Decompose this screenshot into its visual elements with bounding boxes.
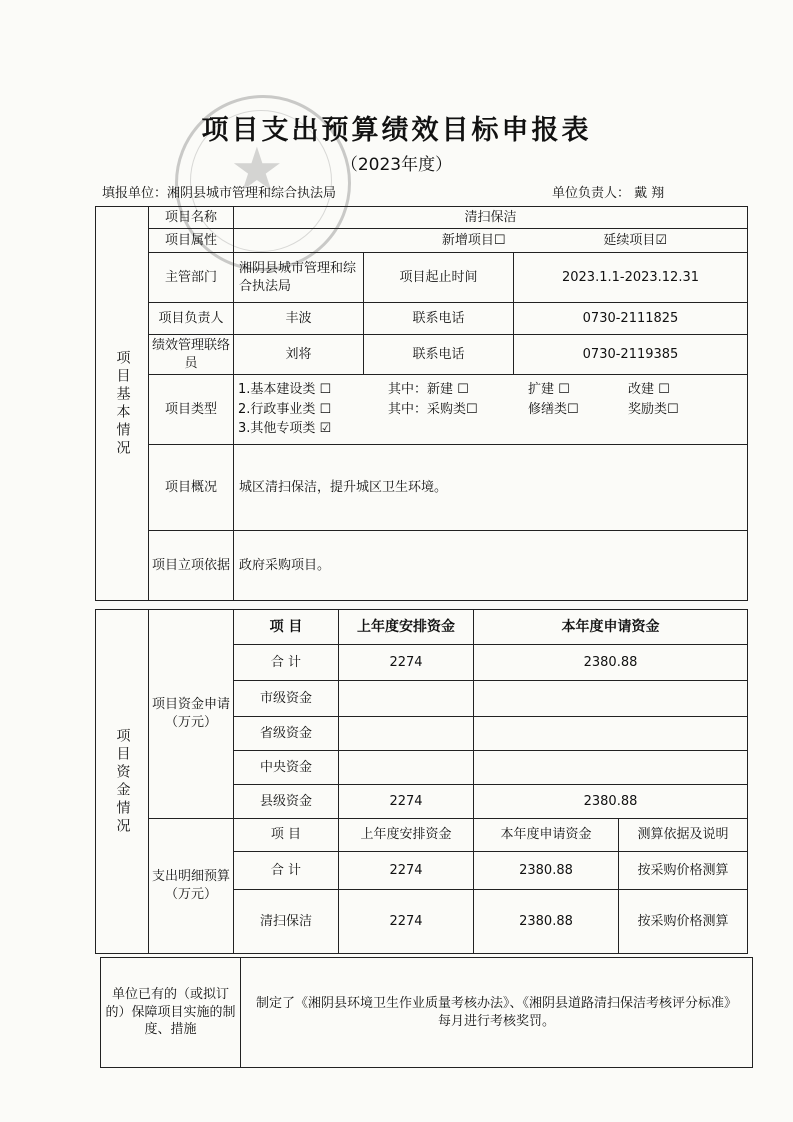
type-other-special: 3.其他专项类 ☑ [238,421,332,437]
unit-head: 单位负责人： 戴 翔 [552,186,665,201]
page-title: 项目支出预算绩效目标申报表 [201,115,592,146]
funds-section-label: 项目资金情况 [96,610,149,954]
detail-basis-total: 按采购价格测算 [619,852,748,890]
period-value: 2023.1.1-2023.12.31 [514,253,748,303]
dept-value: 湘阴县城市管理和综合执法局 [234,253,364,303]
type-admin: 2.行政事业类 ☐ [238,401,332,417]
attr-new: 新增项目☐ [234,229,514,253]
table-row: 中央资金 [234,751,339,785]
basic-info-table [95,206,748,601]
apply-label: 项目资金申请（万元） [149,610,234,819]
table-row: 省级资金 [234,717,339,751]
table-row: 合 计 [234,645,339,681]
measures-value: 制定了《湘阴县环境卫生作业质量考核办法》、《湘阴县道路清扫保洁考核评分标准》每月进行考核奖罚。 [241,958,753,1068]
fill-unit: 填报单位：湘阴县城市管理和综合执法局 [102,186,337,201]
dept-label: 主管部门 [149,253,234,303]
perf-value: 刘将 [234,335,364,375]
basis-label: 项目立项依据 [149,531,234,601]
period-label: 项目起止时间 [364,253,514,303]
detail-col-item: 项 目 [234,819,339,852]
apply-this-county: 2380.88 [474,785,748,819]
type-new-build: 其中：新建 ☐ [388,382,469,398]
apply-last-county: 2274 [339,785,474,819]
perf-phone: 0730-2119385 [514,335,748,375]
overview-value: 城区清扫保洁，提升城区卫生环境。 [234,445,748,531]
attr-cont: 延续项目☑ [514,229,748,253]
type-rebuild: 改建 ☐ [628,382,670,398]
detail-this-total: 2380.88 [474,852,619,890]
leader-phone-label: 联系电话 [364,303,514,335]
detail-col-last: 上年度安排资金 [339,819,474,852]
apply-this-total: 2380.88 [474,645,748,681]
perf-label: 绩效管理联络员 [149,335,234,375]
apply-this-central [474,751,748,785]
apply-last-city [339,681,474,717]
detail-this-cleaning: 2380.88 [474,890,619,954]
leader-label: 项目负责人 [149,303,234,335]
table-row: 县级资金 [234,785,339,819]
type-purchase: 其中：采购类☐ [388,401,478,417]
basic-section-label: 项目基本情况 [96,207,149,601]
table-row: 市级资金 [234,681,339,717]
apply-col-item: 项 目 [234,610,339,645]
type-basic-construction: 1.基本建设类 ☐ [238,382,332,398]
type-reward: 奖励类☐ [628,401,679,417]
measures-label: 单位已有的（或拟订的）保障项目实施的制度、措施 [101,958,241,1068]
seal-star-icon: ★ [230,135,284,205]
apply-last-central [339,751,474,785]
type-expand: 扩建 ☐ [528,382,570,398]
name-value: 清扫保洁 [234,207,748,229]
measures-table [100,957,753,1068]
perf-phone-label: 联系电话 [364,335,514,375]
funds-table [95,609,748,954]
apply-last-total: 2274 [339,645,474,681]
detail-basis-cleaning: 按采购价格测算 [619,890,748,954]
table-row: 清扫保洁 [234,890,339,954]
type-label: 项目类型 [149,375,234,445]
apply-this-city [474,681,748,717]
type-options [234,375,748,445]
apply-col-this: 本年度申请资金 [474,610,748,645]
attr-label: 项目属性 [149,229,234,253]
detail-col-basis: 测算依据及说明 [619,819,748,852]
type-repair: 修缮类☐ [528,401,579,417]
apply-this-province [474,717,748,751]
leader-phone: 0730-2111825 [514,303,748,335]
overview-label: 项目概况 [149,445,234,531]
apply-col-last: 上年度安排资金 [339,610,474,645]
leader-value: 丰波 [234,303,364,335]
name-label: 项目名称 [149,207,234,229]
detail-label: 支出明细预算（万元） [149,819,234,954]
page-year: （2023年度） [340,155,453,175]
apply-last-province [339,717,474,751]
detail-col-this: 本年度申请资金 [474,819,619,852]
basis-value: 政府采购项目。 [234,531,748,601]
table-row: 合 计 [234,852,339,890]
detail-last-total: 2274 [339,852,474,890]
detail-last-cleaning: 2274 [339,890,474,954]
